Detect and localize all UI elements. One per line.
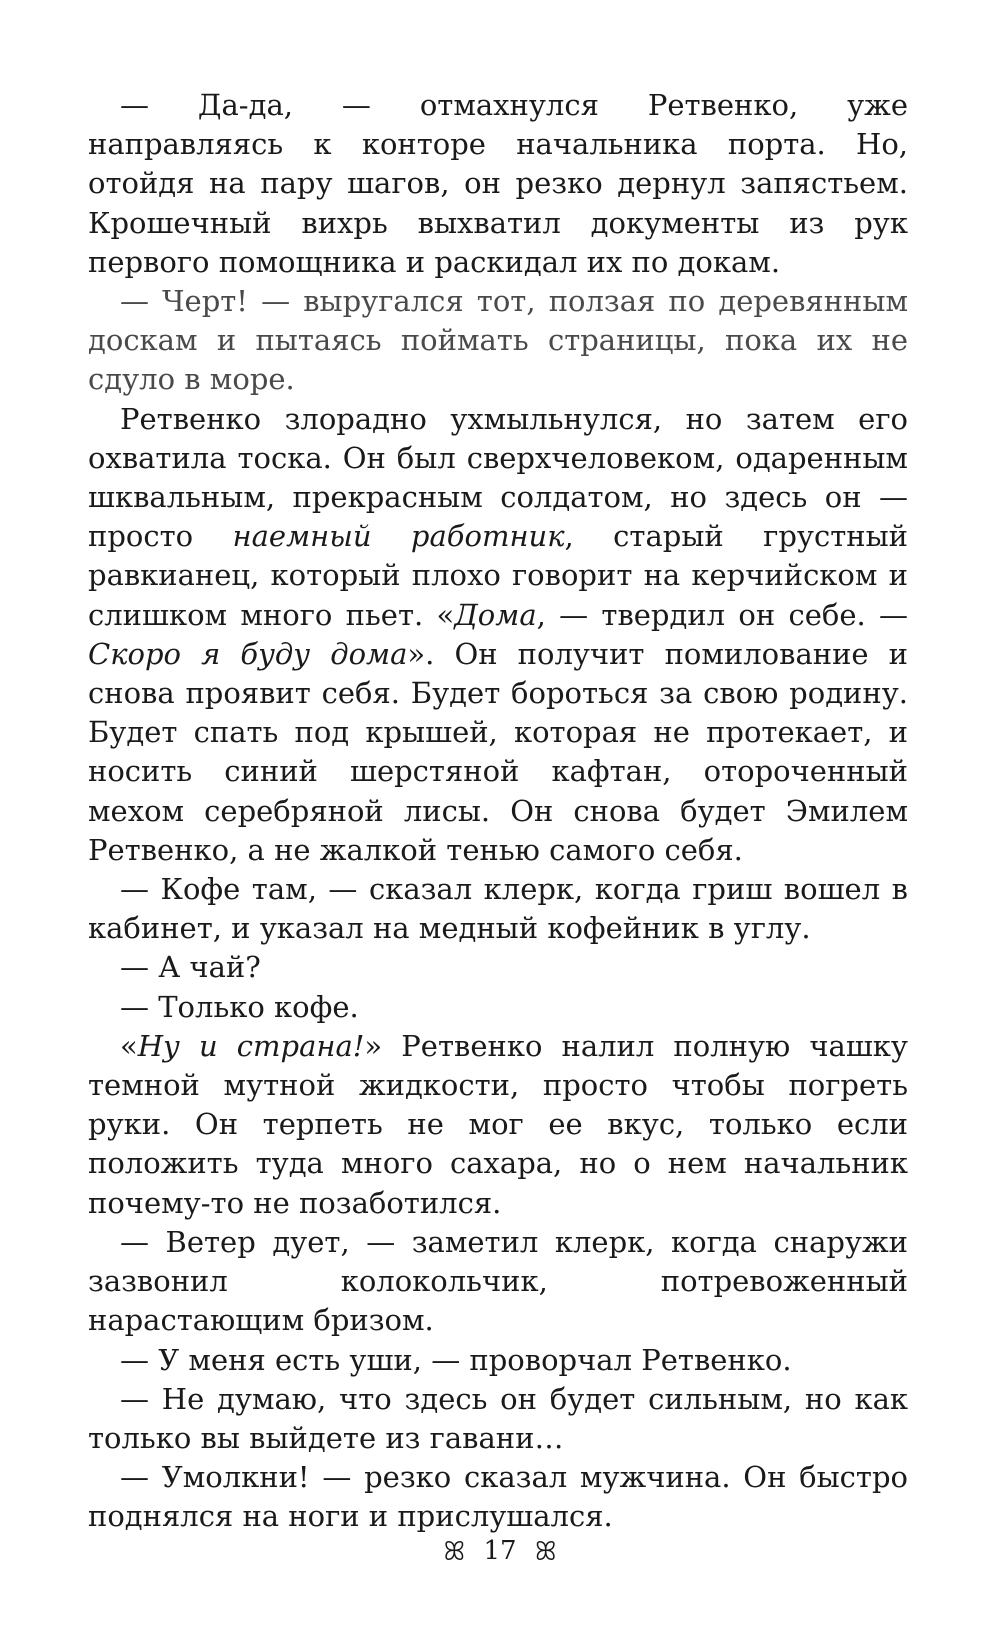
page-body <box>88 86 908 1537</box>
paragraph-3-start: Ретвенко злорадно ухмыльнулся, но затем его охватила тоска. Он был сверхчеловеком, одаренным шквальным, прекрасным солдатом, но здесь он — просто <box>88 401 908 554</box>
paragraph-4: — Кофе там, — сказал клерк, когда гриш вошел в кабинет, и указал на медный кофейник в углу. <box>88 872 908 946</box>
paragraph-10: — Не думаю, что здесь он будет сильным, но как только вы выйдете из гавани… <box>88 1381 908 1455</box>
paragraph-11: — Умолкни! — резко сказал мужчина. Он быстро поднялся на ноги и прислушался. <box>88 1460 908 1534</box>
paragraph-6: — Только кофе. <box>120 989 359 1024</box>
paragraph-1: — Да-да, — отмахнулся Ретвенко, уже направляясь к конторе начальника порта. Но, отойдя на пару шагов, он резко дернул запястьем. Крошечный вихрь выхватил документы из рук первого помощника и раскидал их по докам. <box>88 88 908 279</box>
paragraph-3-italic-1: наемный работник <box>232 519 565 554</box>
paragraph-7-tail: » Ретвенко налил полную чашку темной мутной жидкости, просто чтобы погреть руки. Он терпеть не мог ее вкус, только если положить туда много сахара, но о нем начальник почему-то не позаботился. <box>88 1028 908 1220</box>
paragraph-3-mid-2: , — твердил он себе. — <box>536 597 908 632</box>
paragraph-7 <box>88 1027 908 1223</box>
ornament-left-icon: ꕤ <box>443 1536 466 1567</box>
paragraph-3-italic-3: Скоро я буду дома <box>88 636 408 671</box>
paragraph-8: — Ветер дует, — заметил клерк, когда снаружи зазвонил колокольчик, потревоженный нарастающим бризом. <box>88 1224 908 1338</box>
paragraph-7-italic: Ну и страна! <box>137 1028 365 1063</box>
paragraph-2: — Черт! — выругался тот, ползая по деревянным доскам и пытаясь поймать страницы, пока их не сдуло в море. <box>88 284 908 397</box>
paragraph-9: — У меня есть уши, — проворчал Ретвенко. <box>120 1342 792 1377</box>
paragraph-7-open: « <box>120 1028 138 1063</box>
page-footer <box>0 1536 1000 1568</box>
ornament-right-icon: ꕤ <box>534 1536 557 1567</box>
page-number: 17 <box>483 1536 517 1566</box>
paragraph-3-tail: ». Он получит помилование и снова проявит себя. Будет бороться за свою родину. Будет спать под крышей, которая не протекает, и носить синий шерстяной кафтан, отороченный мехом серебряной лисы. Он снова будет Эмилем Ретвенко, а не жалкой тенью самого себя. <box>88 636 908 867</box>
paragraph-5: — А чай? <box>120 950 261 985</box>
paragraph-3 <box>88 400 908 870</box>
paragraph-3-mid-1: , старый грустный равкианец, который плохо говорит на керчийском и слишком много пьет. « <box>88 519 908 632</box>
paragraph-3-italic-2: Дома <box>454 597 537 632</box>
